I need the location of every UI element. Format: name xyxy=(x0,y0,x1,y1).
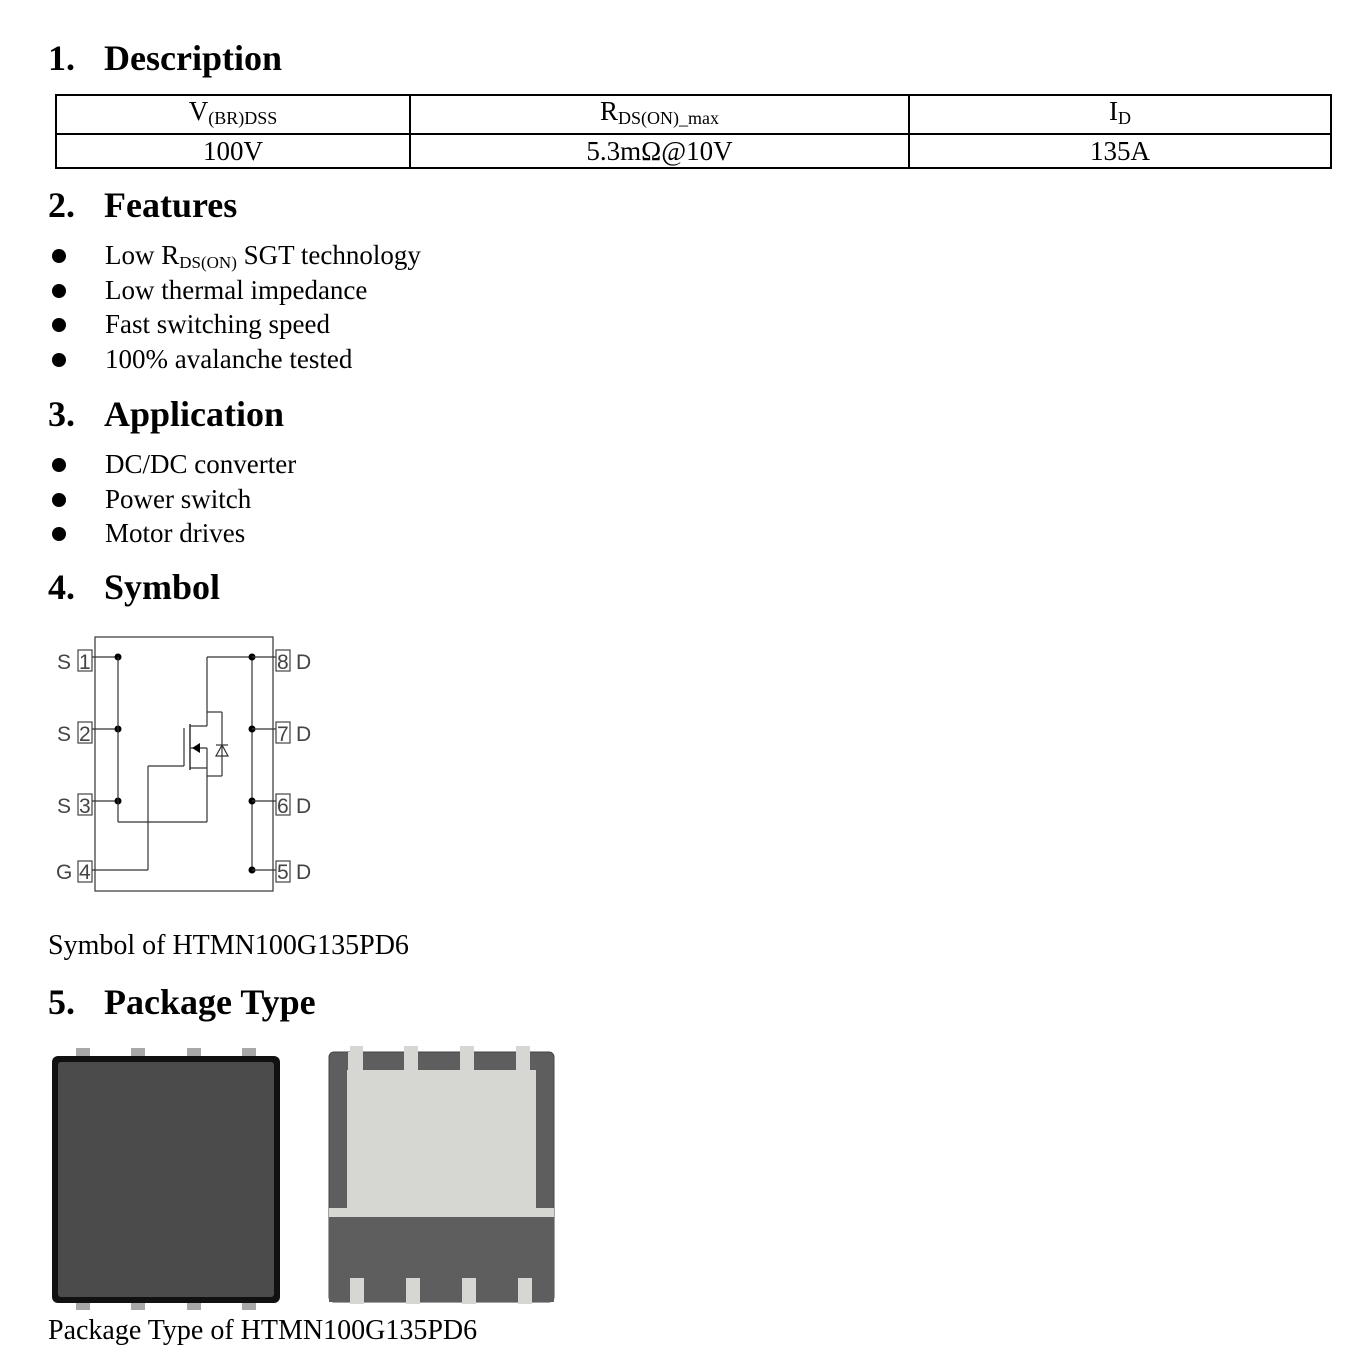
mosfet-symbol-diagram xyxy=(50,630,330,900)
bullet-icon xyxy=(52,458,66,472)
pin-name: G xyxy=(56,861,73,884)
value-cell-vbrdss: 100V xyxy=(56,134,410,168)
pin-s1 xyxy=(57,650,122,674)
section-title: Package Type xyxy=(104,982,316,1022)
pin-s3 xyxy=(57,794,122,818)
pin-number: 1 xyxy=(79,651,91,674)
bullet-icon xyxy=(52,493,66,507)
section-title: Description xyxy=(104,38,282,78)
package-top-view xyxy=(52,1048,280,1310)
pin-number: 7 xyxy=(277,723,289,746)
value-cell-id: 135A xyxy=(909,134,1331,168)
section-number: 4. xyxy=(48,567,75,607)
value-cell-rdson: 5.3mΩ@10V xyxy=(410,134,909,168)
pin-d7 xyxy=(249,722,312,746)
section-heading-application xyxy=(48,394,284,434)
bullet-icon xyxy=(52,249,66,263)
pin-number: 3 xyxy=(79,795,91,818)
list-item xyxy=(48,447,296,482)
pin-name: D xyxy=(296,795,312,818)
header-cell-rdson xyxy=(410,95,909,134)
pin-name: D xyxy=(296,723,312,746)
section-number: 3. xyxy=(48,394,75,434)
section-heading-features xyxy=(48,185,237,225)
pin-d6 xyxy=(249,794,312,818)
section-heading-package xyxy=(48,982,316,1022)
list-item xyxy=(48,482,296,517)
pin-name: S xyxy=(57,651,72,674)
list-item xyxy=(48,342,421,377)
pin-name: D xyxy=(296,651,312,674)
bullet-icon xyxy=(52,284,66,298)
pin-number: 5 xyxy=(277,861,289,884)
header-subscript: DS(ON)_max xyxy=(618,108,719,128)
list-item xyxy=(48,273,421,308)
package-caption: Package Type of HTMN100G135PD6 xyxy=(48,1315,478,1346)
feature-subscript: DS(ON) xyxy=(179,253,237,272)
mosfet-icon xyxy=(190,712,228,776)
pin-number: 4 xyxy=(79,861,91,884)
application-text: DC/DC converter xyxy=(105,449,297,479)
section-heading-description xyxy=(48,38,282,78)
header-symbol: V xyxy=(188,96,209,126)
pin-d8 xyxy=(249,650,312,674)
pin-d5 xyxy=(249,861,312,884)
applications-list xyxy=(48,447,296,551)
pin-name: D xyxy=(296,861,312,884)
feature-text: Low R xyxy=(105,240,180,270)
header-subscript: D xyxy=(1118,108,1131,128)
header-cell-vbrdss xyxy=(56,95,410,134)
section-number: 1. xyxy=(48,38,75,78)
list-item xyxy=(48,516,296,551)
section-heading-symbol xyxy=(48,567,220,607)
section-title: Features xyxy=(104,185,238,225)
application-text: Motor drives xyxy=(105,518,246,549)
header-cell-id xyxy=(909,95,1331,134)
symbol-caption: Symbol of HTMN100G135PD6 xyxy=(48,930,409,961)
application-text: Power switch xyxy=(105,483,252,514)
list-item xyxy=(48,307,421,342)
section-number: 2. xyxy=(48,185,75,225)
header-symbol: I xyxy=(1109,96,1118,126)
bullet-icon xyxy=(52,318,66,332)
pin-number: 8 xyxy=(277,651,289,674)
feature-text-suffix: SGT technology xyxy=(236,240,421,270)
table-value-row xyxy=(56,134,1331,168)
pin-g4 xyxy=(56,861,148,884)
section-title: Application xyxy=(104,394,285,434)
pin-s2 xyxy=(57,722,122,746)
feature-text: 100% avalanche tested xyxy=(105,343,353,374)
section-title: Symbol xyxy=(104,567,221,607)
table-header-row xyxy=(56,95,1331,134)
bullet-icon xyxy=(52,527,66,541)
section-number: 5. xyxy=(48,982,75,1022)
pin-number: 2 xyxy=(79,723,91,746)
pin-name: S xyxy=(57,795,72,818)
pin-number: 6 xyxy=(277,795,289,818)
list-item xyxy=(48,238,421,273)
header-symbol: R xyxy=(599,96,618,126)
feature-text: Fast switching speed xyxy=(105,309,330,340)
pin-name: S xyxy=(57,723,72,746)
features-list xyxy=(48,238,421,376)
feature-text: Low thermal impedance xyxy=(105,274,368,305)
package-images xyxy=(48,1044,560,1314)
package-bottom-view xyxy=(329,1046,554,1304)
header-subscript: (BR)DSS xyxy=(208,108,278,128)
description-table xyxy=(55,94,1332,169)
bullet-icon xyxy=(52,353,66,367)
